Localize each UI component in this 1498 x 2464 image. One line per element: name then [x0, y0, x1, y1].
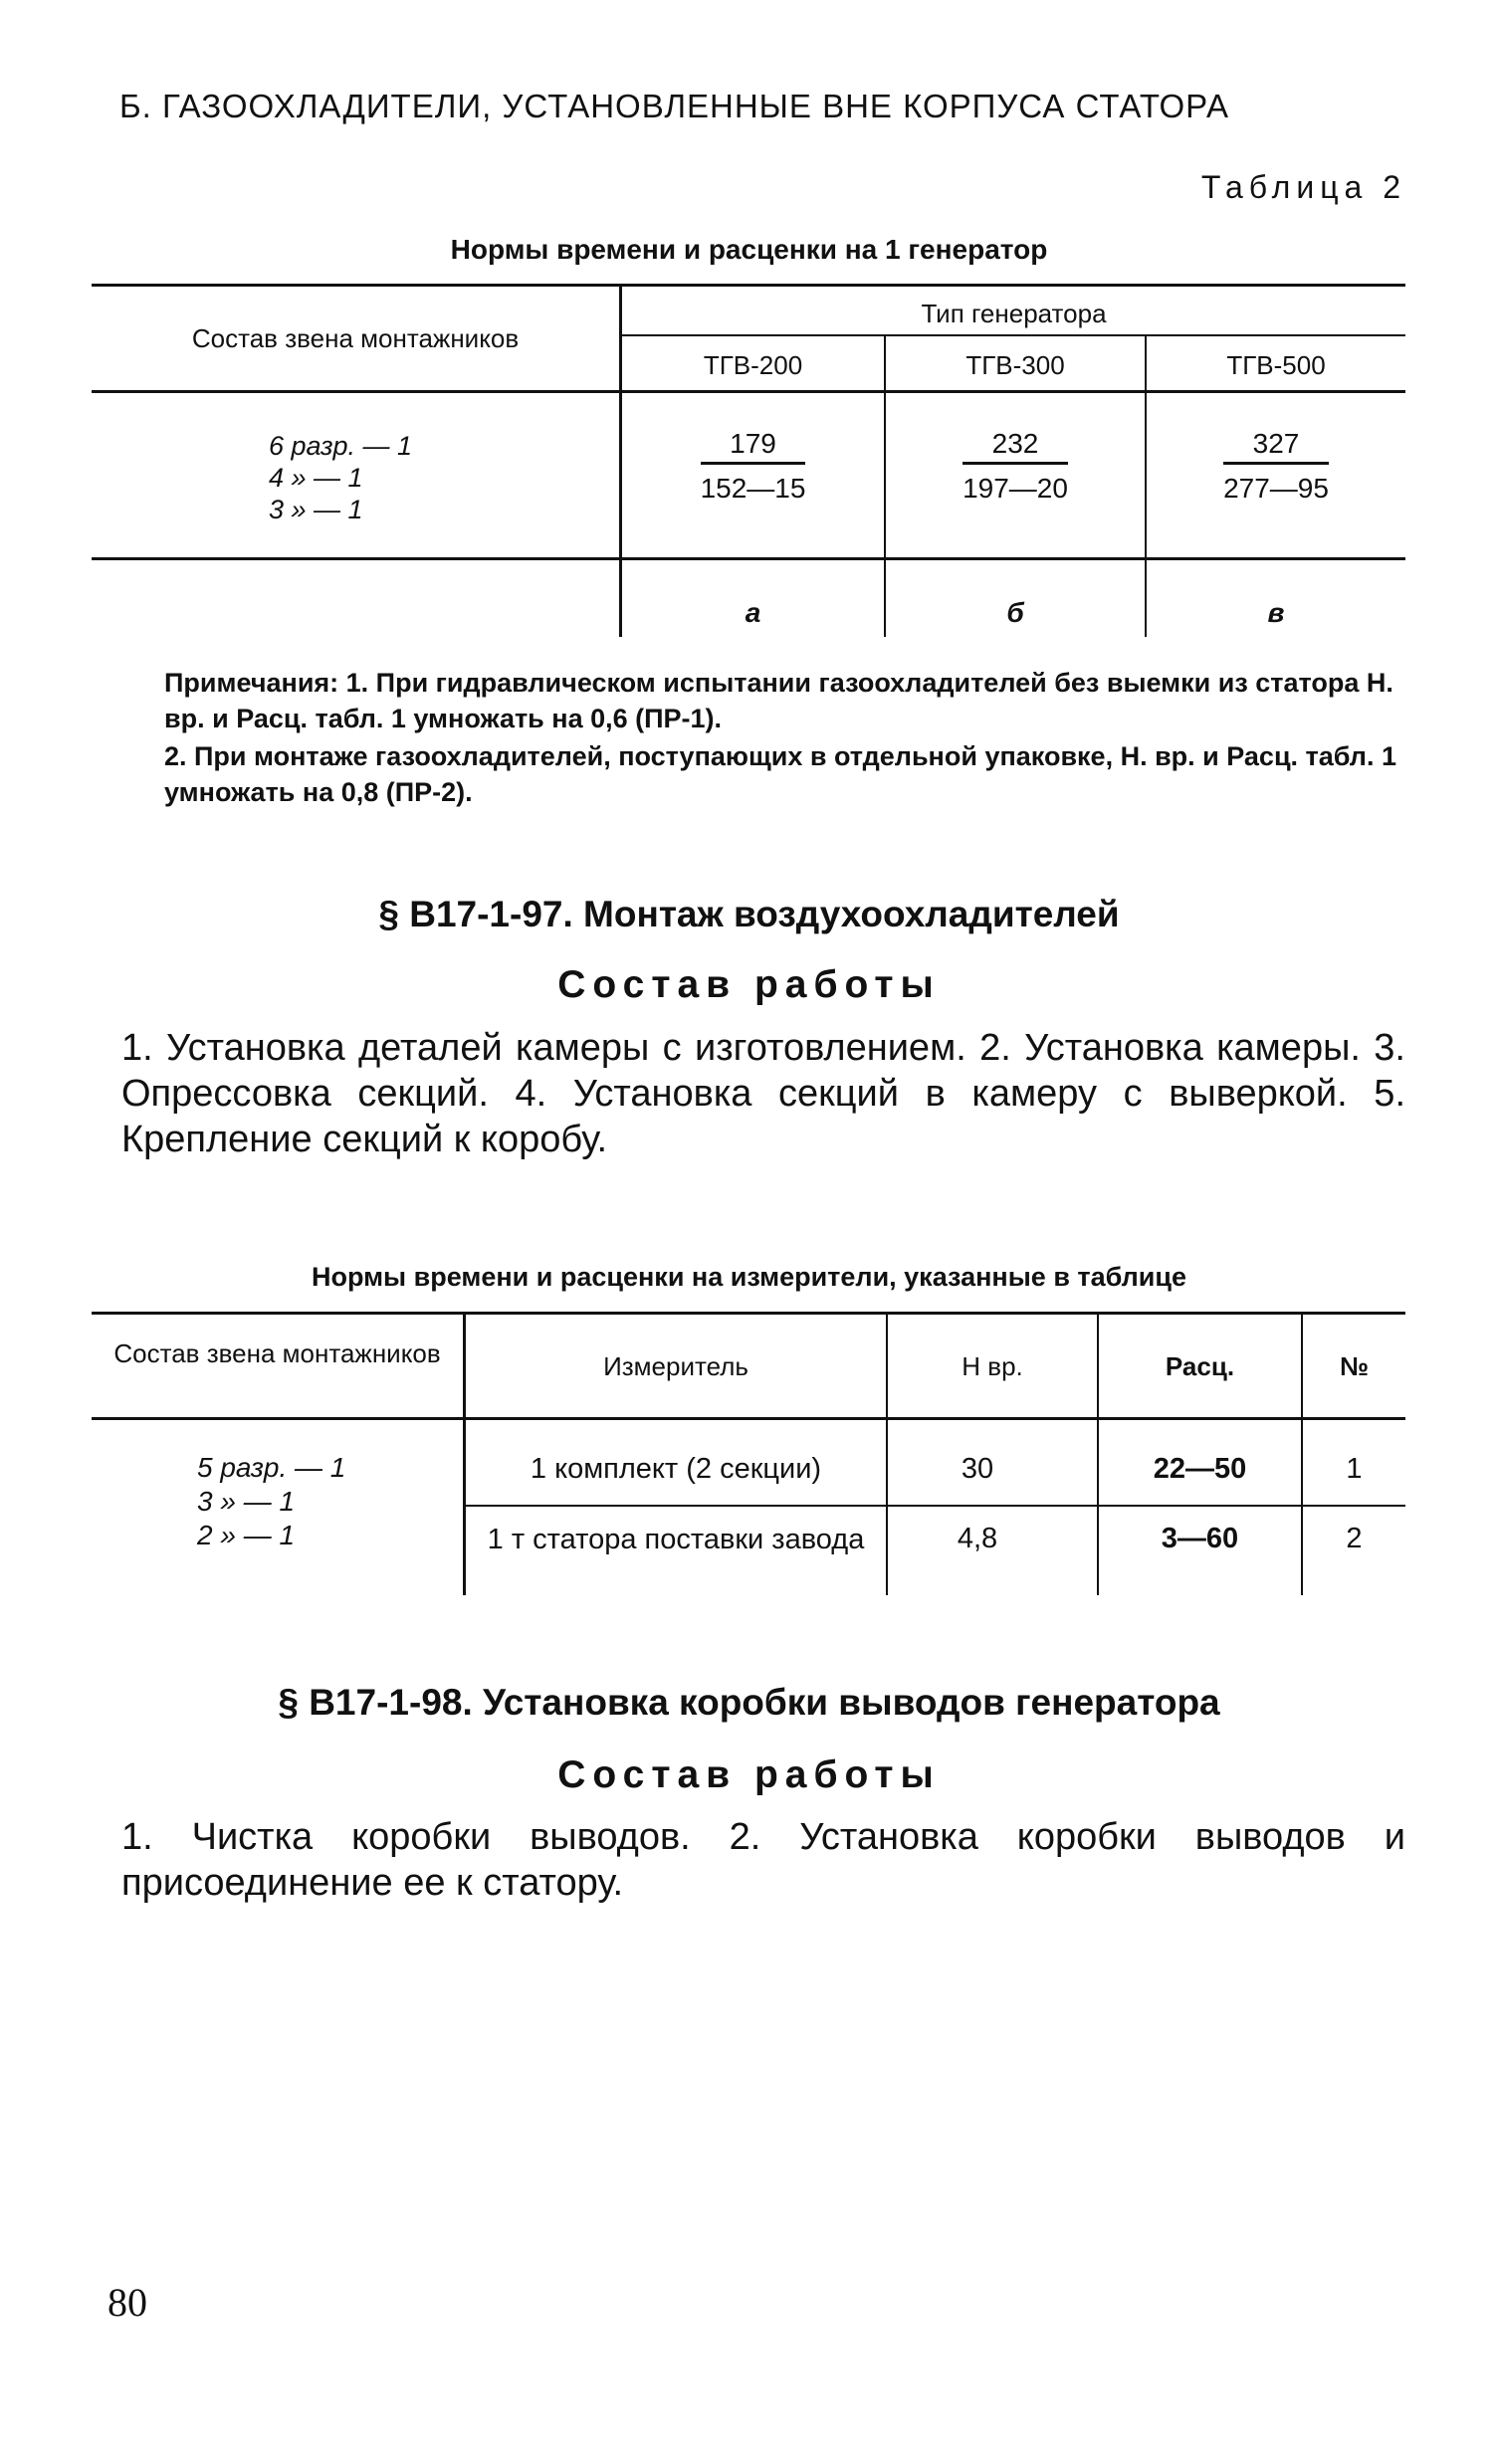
- table-3-rate-2: 3—60: [1161, 1523, 1239, 1554]
- crew-line: 6 разр. — 1: [269, 431, 413, 461]
- table-2-letter-v: в: [1267, 597, 1285, 628]
- norm-value: 327: [1223, 428, 1329, 465]
- table-2-letter-b: б: [1006, 597, 1024, 628]
- section-98-title: § В17-1-98. Установка коробки выводов генератора: [278, 1682, 1220, 1723]
- table-2-value-1: [622, 428, 884, 505]
- note-1: Примечания: 1. При гидравлическом испытании газоохладителей без выемки из статора Н. вр. и Расц. табл. 1 умножать на 0,6 (ПР-1).: [164, 668, 1393, 733]
- note-2: 2. При монтаже газоохладителей, поступающих в отдельной упаковке, Н. вр. и Расц. табл. 1 умножать на 0,8 (ПР-2).: [164, 741, 1396, 807]
- section-97-text: 1. Установка деталей камеры с изготовлением. 2. Установка камеры. 3. Опрессовка секций. 4. Установка секций в камеру с выверкой. 5. Крепление секций к коробу.: [121, 1027, 1405, 1160]
- table-3-num-2: 2: [1346, 1523, 1363, 1554]
- page-number: 80: [107, 2280, 147, 2325]
- table-3-header-meter: Измеритель: [603, 1351, 749, 1381]
- table-3-header-num: №: [1340, 1351, 1369, 1381]
- section-97-title: § В17-1-97. Монтаж воздухоохладителей: [378, 894, 1120, 934]
- table-3-crew: [197, 1451, 345, 1552]
- table-2-caption: Нормы времени и расценки на 1 генератор: [450, 234, 1048, 265]
- rate-value: 277—95: [1223, 473, 1329, 504]
- crew-line: 3 » — 1: [197, 1486, 296, 1517]
- norm-value: 232: [963, 428, 1068, 465]
- section-98-subtitle: Состав работы: [557, 1753, 941, 1796]
- table-2-value-2: [886, 428, 1145, 505]
- crew-line: 3 » — 1: [269, 495, 363, 524]
- norm-value: 179: [701, 428, 806, 465]
- table-2-header-type: Тип генератора: [921, 299, 1107, 328]
- table-3-header-crew: Состав звена монтажников: [113, 1338, 441, 1368]
- table-2-header-crew: Состав звена монтажников: [191, 323, 520, 353]
- table-2-type-1: ТГВ-200: [703, 350, 803, 380]
- section-97-subtitle: Состав работы: [557, 963, 941, 1006]
- table-3-rate-1: 22—50: [1153, 1453, 1247, 1485]
- table-3-header-norm: Н вр.: [962, 1351, 1023, 1381]
- table-3-header-rate: Расц.: [1165, 1351, 1235, 1381]
- table-3-meter-1: 1 комплект (2 секции): [530, 1453, 822, 1485]
- table-2-value-3: [1147, 428, 1405, 505]
- crew-line: 4 » — 1: [269, 463, 363, 493]
- table-3-norm-1: 30: [961, 1453, 994, 1485]
- table-2-letter-a: а: [745, 597, 761, 628]
- crew-line: 2 » — 1: [197, 1520, 296, 1550]
- rate-value: 197—20: [963, 473, 1068, 504]
- table-3-caption: Нормы времени и расценки на измерители, указанные в таблице: [311, 1262, 1187, 1292]
- table-2-crew: [269, 430, 412, 525]
- section-b-heading: Б. ГАЗООХЛАДИТЕЛИ, УСТАНОВЛЕННЫЕ ВНЕ КОРПУСА СТАТОРА: [119, 88, 1229, 124]
- table-2-type-2: ТГВ-300: [965, 350, 1065, 380]
- section-98-text: 1. Чистка коробки выводов. 2. Установка коробки выводов и присоединение ее к статору.: [121, 1816, 1405, 1904]
- table-2-type-3: ТГВ-500: [1226, 350, 1326, 380]
- table-3-meter-2: 1 т статора поставки завода: [487, 1524, 865, 1555]
- crew-line: 5 разр. — 1: [197, 1452, 346, 1483]
- table-2-label: Таблица 2: [1200, 169, 1406, 205]
- table-3-num-1: 1: [1346, 1453, 1363, 1485]
- rate-value: 152—15: [700, 473, 806, 504]
- table-3-norm-2: 4,8: [957, 1523, 998, 1554]
